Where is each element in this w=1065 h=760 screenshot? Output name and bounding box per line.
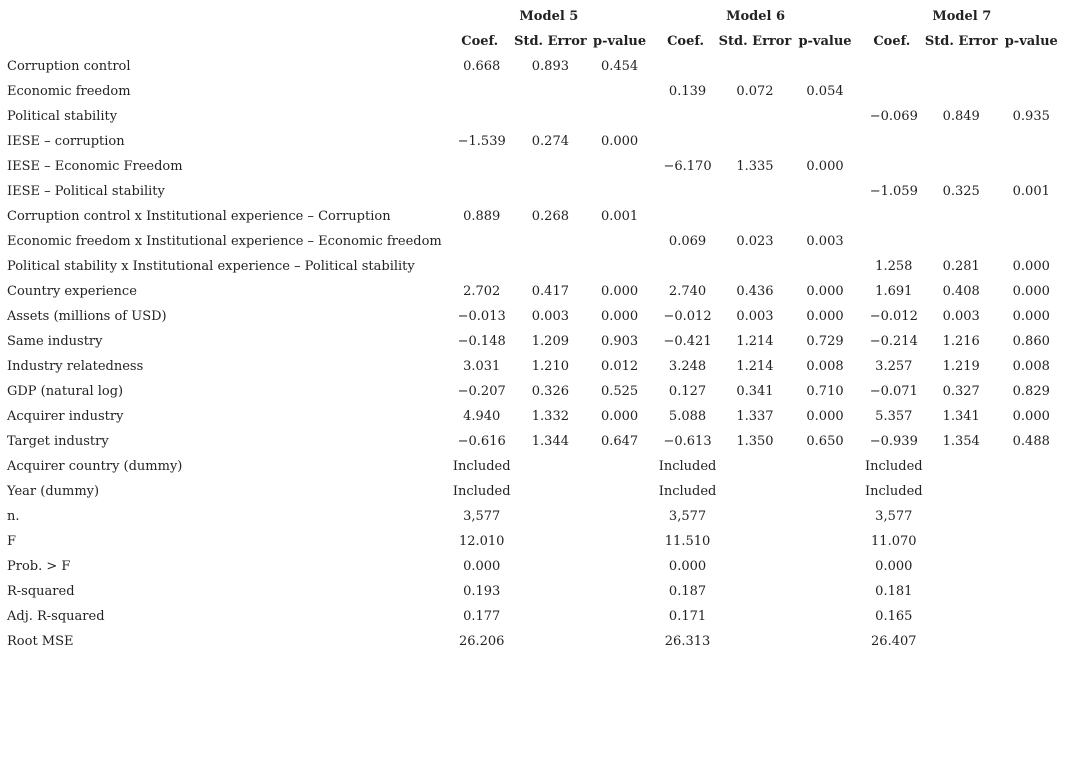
table-row: [2, 54, 1065, 79]
cell-std-error: 0.341: [736, 384, 774, 399]
regression-table: [2, 4, 1065, 654]
cell-p-value: 0.012: [600, 359, 639, 374]
cell-p-value: [587, 629, 653, 654]
cell-std-error: [514, 554, 587, 579]
cell-std-error: 0.849: [942, 109, 980, 124]
cell-coef: [652, 54, 718, 79]
cell-p-value: 0.650: [806, 434, 844, 449]
cell-coef: 12.010: [458, 534, 505, 549]
cell-std-error: 0.268: [531, 209, 569, 224]
cell-p-value: 0.054: [806, 84, 844, 99]
cell-coef: [445, 104, 514, 129]
cell-std-error: [514, 529, 587, 554]
cell-coef: [445, 79, 514, 104]
cell-std-error: [514, 229, 587, 254]
column-header-std-error: Std. Error: [718, 34, 792, 49]
cell-coef: −0.214: [869, 334, 918, 349]
cell-std-error: [719, 54, 792, 79]
cell-std-error: 0.325: [942, 184, 980, 199]
cell-coef: −0.207: [457, 384, 506, 399]
cell-std-error: 1.214: [736, 334, 774, 349]
cell-p-value: [998, 204, 1065, 229]
cell-coef: −0.013: [457, 309, 506, 324]
cell-coef: −0.012: [663, 309, 712, 324]
cell-coef: −1.059: [869, 184, 918, 199]
table-row: [2, 204, 1065, 229]
row-label: Economic freedom: [7, 84, 131, 99]
cell-p-value: [587, 254, 653, 279]
cell-coef: Included: [452, 484, 511, 499]
cell-std-error: [925, 604, 998, 629]
header-blank: [2, 4, 445, 29]
cell-p-value: [998, 229, 1065, 254]
cell-std-error: 1.341: [942, 409, 980, 424]
row-label: Corruption control: [7, 59, 131, 74]
table-row: [2, 554, 1065, 579]
row-label: Industry relatedness: [7, 359, 144, 374]
cell-std-error: 0.281: [942, 259, 980, 274]
table-row: [2, 529, 1065, 554]
table-header: [2, 4, 1065, 54]
cell-p-value: [791, 254, 858, 279]
table-row: [2, 604, 1065, 629]
row-label: Political stability x Institutional experience – Political stability: [7, 259, 415, 274]
cell-std-error: 0.072: [736, 84, 774, 99]
cell-p-value: [587, 579, 653, 604]
cell-coef: 3.248: [668, 359, 707, 374]
row-label: Year (dummy): [7, 484, 100, 499]
cell-p-value: [791, 479, 858, 504]
cell-coef: [652, 104, 718, 129]
cell-coef: [859, 204, 925, 229]
cell-p-value: [587, 229, 653, 254]
table-row: [2, 229, 1065, 254]
cell-std-error: [925, 454, 998, 479]
row-label: Corruption control x Institutional experience – Corruption: [7, 209, 391, 224]
cell-std-error: [719, 479, 792, 504]
table-row: [2, 329, 1065, 354]
cell-coef: 0.165: [875, 609, 913, 624]
cell-p-value: [587, 79, 653, 104]
cell-coef: 0.069: [668, 234, 707, 249]
cell-p-value: [791, 129, 858, 154]
table-row: [2, 404, 1065, 429]
row-label: Economic freedom x Institutional experience – Economic freedom: [7, 234, 442, 249]
cell-std-error: [925, 504, 998, 529]
cell-p-value: 0.000: [806, 309, 844, 324]
cell-p-value: [791, 54, 858, 79]
row-label: IESE – corruption: [7, 134, 125, 149]
cell-p-value: [998, 504, 1065, 529]
column-header-coef: Coef.: [873, 34, 911, 49]
cell-std-error: [514, 604, 587, 629]
cell-p-value: [998, 79, 1065, 104]
cell-p-value: 0.003: [806, 234, 844, 249]
cell-std-error: [719, 204, 792, 229]
cell-p-value: 0.000: [1012, 309, 1050, 324]
cell-coef: 1.258: [875, 259, 913, 274]
cell-p-value: 0.000: [1012, 259, 1050, 274]
cell-std-error: [925, 629, 998, 654]
cell-coef: −6.170: [663, 159, 712, 174]
cell-coef: 11.510: [664, 534, 711, 549]
cell-coef: Included: [658, 484, 717, 499]
cell-coef: 5.357: [875, 409, 913, 424]
cell-std-error: 1.216: [942, 334, 980, 349]
cell-p-value: 0.454: [600, 59, 639, 74]
cell-std-error: [514, 479, 587, 504]
cell-std-error: [925, 154, 998, 179]
cell-coef: [652, 129, 718, 154]
cell-p-value: [998, 129, 1065, 154]
cell-p-value: [998, 629, 1065, 654]
cell-std-error: 1.219: [942, 359, 980, 374]
cell-coef: −0.071: [869, 384, 918, 399]
header-blank: [2, 29, 445, 54]
row-label: Root MSE: [7, 634, 74, 649]
cell-p-value: [587, 529, 653, 554]
cell-p-value: [998, 579, 1065, 604]
cell-p-value: 0.000: [600, 134, 639, 149]
cell-std-error: [925, 579, 998, 604]
cell-p-value: [587, 454, 653, 479]
table-row: [2, 179, 1065, 204]
cell-coef: Included: [658, 459, 717, 474]
cell-std-error: [514, 79, 587, 104]
cell-coef: [652, 204, 718, 229]
cell-coef: Included: [864, 459, 923, 474]
cell-coef: [859, 54, 925, 79]
cell-std-error: 1.354: [942, 434, 980, 449]
model-header-row: [2, 4, 1065, 29]
cell-p-value: 0.935: [1012, 109, 1050, 124]
cell-coef: 4.940: [463, 409, 501, 424]
cell-coef: 5.088: [668, 409, 707, 424]
row-label: Assets (millions of USD): [7, 309, 167, 324]
cell-p-value: 0.860: [1012, 334, 1050, 349]
column-header-coef: Coef.: [461, 34, 499, 49]
row-label: GDP (natural log): [7, 384, 124, 399]
cell-std-error: 0.003: [942, 309, 980, 324]
cell-p-value: 0.729: [806, 334, 844, 349]
cell-coef: Included: [452, 459, 511, 474]
cell-p-value: [791, 504, 858, 529]
cell-std-error: [925, 54, 998, 79]
cell-p-value: 0.829: [1012, 384, 1050, 399]
cell-std-error: 1.337: [736, 409, 774, 424]
cell-p-value: [998, 604, 1065, 629]
cell-coef: 11.070: [871, 534, 917, 549]
row-label: IESE – Economic Freedom: [7, 159, 183, 174]
cell-std-error: 0.327: [942, 384, 980, 399]
cell-std-error: [514, 254, 587, 279]
cell-std-error: [719, 629, 792, 654]
cell-std-error: 1.350: [736, 434, 774, 449]
cell-coef: −0.069: [869, 109, 918, 124]
cell-std-error: 0.893: [531, 59, 569, 74]
cell-std-error: 0.436: [736, 284, 774, 299]
cell-std-error: 1.344: [531, 434, 569, 449]
cell-p-value: 0.647: [600, 434, 639, 449]
cell-std-error: [719, 454, 792, 479]
cell-p-value: 0.000: [1012, 284, 1050, 299]
row-label: Political stability: [7, 109, 118, 124]
cell-p-value: [791, 104, 858, 129]
row-label: R-squared: [7, 584, 75, 599]
cell-coef: 0.000: [668, 559, 707, 574]
cell-coef: [445, 179, 514, 204]
cell-p-value: [998, 54, 1065, 79]
cell-std-error: [925, 79, 998, 104]
cell-std-error: [719, 604, 792, 629]
cell-p-value: 0.000: [806, 409, 844, 424]
cell-std-error: [925, 479, 998, 504]
cell-std-error: [925, 129, 998, 154]
table-row: [2, 454, 1065, 479]
cell-std-error: 1.335: [736, 159, 774, 174]
cell-coef: 0.000: [875, 559, 913, 574]
cell-coef: −0.939: [869, 434, 918, 449]
cell-coef: 0.889: [463, 209, 501, 224]
cell-std-error: 0.417: [531, 284, 569, 299]
cell-coef: 0.193: [463, 584, 501, 599]
table-row: [2, 579, 1065, 604]
cell-std-error: [719, 554, 792, 579]
cell-coef: [859, 129, 925, 154]
cell-coef: 1.691: [875, 284, 913, 299]
cell-coef: [652, 179, 718, 204]
cell-p-value: 0.000: [806, 284, 844, 299]
cell-p-value: [791, 629, 858, 654]
column-header-p-value: p-value: [593, 34, 647, 49]
cell-p-value: [998, 529, 1065, 554]
table-row: [2, 279, 1065, 304]
row-label: Acquirer industry: [7, 409, 124, 424]
cell-std-error: 1.332: [531, 409, 569, 424]
cell-std-error: [719, 529, 792, 554]
table-row: [2, 254, 1065, 279]
cell-coef: −0.613: [663, 434, 712, 449]
cell-p-value: [587, 554, 653, 579]
cell-p-value: [791, 604, 858, 629]
cell-p-value: [791, 204, 858, 229]
table-row: [2, 379, 1065, 404]
cell-p-value: [791, 454, 858, 479]
cell-coef: 0.000: [463, 559, 501, 574]
cell-coef: 3,577: [668, 509, 707, 524]
cell-p-value: [587, 479, 653, 504]
cell-std-error: [514, 629, 587, 654]
table-row: [2, 104, 1065, 129]
cell-p-value: [791, 529, 858, 554]
cell-std-error: [514, 154, 587, 179]
cell-std-error: 0.326: [531, 384, 569, 399]
cell-std-error: [925, 554, 998, 579]
cell-p-value: [998, 554, 1065, 579]
cell-p-value: 0.488: [1012, 434, 1050, 449]
subheader-row: [2, 29, 1065, 54]
cell-coef: 0.171: [668, 609, 707, 624]
cell-coef: [859, 154, 925, 179]
cell-coef: [445, 254, 514, 279]
cell-p-value: [791, 179, 858, 204]
row-label: Adj. R-squared: [7, 609, 105, 624]
table-row: [2, 154, 1065, 179]
cell-coef: −0.012: [869, 309, 918, 324]
cell-coef: [652, 254, 718, 279]
cell-std-error: 1.214: [736, 359, 774, 374]
row-label: Target industry: [7, 434, 109, 449]
cell-coef: 0.139: [668, 84, 707, 99]
cell-p-value: 0.001: [1012, 184, 1050, 199]
cell-p-value: 0.000: [600, 409, 639, 424]
cell-coef: −0.421: [663, 334, 712, 349]
table-row: [2, 354, 1065, 379]
cell-std-error: 0.003: [736, 309, 774, 324]
row-label: Acquirer country (dummy): [7, 459, 183, 474]
cell-std-error: [719, 254, 792, 279]
cell-coef: 0.177: [463, 609, 501, 624]
cell-coef: 26.313: [664, 634, 711, 649]
cell-coef: Included: [864, 484, 923, 499]
cell-std-error: [514, 454, 587, 479]
cell-coef: [859, 79, 925, 104]
cell-std-error: [925, 204, 998, 229]
cell-std-error: [925, 229, 998, 254]
cell-p-value: [998, 454, 1065, 479]
cell-coef: −1.539: [457, 134, 506, 149]
cell-p-value: 0.000: [600, 309, 639, 324]
cell-std-error: 0.003: [531, 309, 569, 324]
cell-coef: 0.187: [668, 584, 707, 599]
cell-p-value: [587, 154, 653, 179]
cell-std-error: [719, 179, 792, 204]
row-label: F: [7, 534, 17, 549]
cell-p-value: 0.008: [1012, 359, 1050, 374]
cell-std-error: 0.023: [736, 234, 774, 249]
row-label: Country experience: [7, 284, 137, 299]
cell-coef: [859, 229, 925, 254]
cell-std-error: [719, 129, 792, 154]
cell-coef: 3.031: [463, 359, 501, 374]
table-row: [2, 429, 1065, 454]
model-7-header: Model 7: [932, 9, 992, 24]
cell-std-error: [719, 579, 792, 604]
cell-std-error: [925, 529, 998, 554]
cell-p-value: [998, 479, 1065, 504]
row-label: IESE – Political stability: [7, 184, 165, 199]
cell-p-value: 0.008: [806, 359, 844, 374]
cell-coef: 0.668: [463, 59, 501, 74]
cell-p-value: 0.903: [600, 334, 639, 349]
cell-coef: 3,577: [875, 509, 913, 524]
cell-p-value: [998, 154, 1065, 179]
cell-coef: 26.206: [458, 634, 505, 649]
table-row: [2, 629, 1065, 654]
model-5-header: Model 5: [519, 9, 579, 24]
table-body: [2, 54, 1065, 654]
cell-p-value: [587, 504, 653, 529]
cell-coef: 3,577: [463, 509, 501, 524]
cell-p-value: 0.000: [1012, 409, 1050, 424]
cell-coef: [445, 229, 514, 254]
row-label: n.: [7, 509, 20, 524]
cell-coef: 2.740: [668, 284, 707, 299]
table-row: [2, 129, 1065, 154]
cell-coef: 26.407: [871, 634, 917, 649]
cell-coef: 0.127: [668, 384, 707, 399]
cell-p-value: [587, 179, 653, 204]
cell-std-error: 0.408: [942, 284, 980, 299]
row-label: Same industry: [7, 334, 103, 349]
cell-p-value: [791, 554, 858, 579]
column-header-p-value: p-value: [798, 34, 852, 49]
column-header-coef: Coef.: [667, 34, 705, 49]
cell-std-error: [514, 179, 587, 204]
row-label: Prob. > F: [7, 559, 71, 574]
cell-p-value: [587, 604, 653, 629]
cell-std-error: 1.210: [531, 359, 569, 374]
cell-p-value: 0.525: [600, 384, 639, 399]
table-row: [2, 304, 1065, 329]
cell-p-value: [791, 579, 858, 604]
cell-std-error: 1.209: [531, 334, 569, 349]
model-6-header: Model 6: [726, 9, 786, 24]
cell-coef: 0.181: [875, 584, 913, 599]
cell-std-error: [719, 104, 792, 129]
cell-std-error: 0.274: [531, 134, 569, 149]
cell-coef: −0.148: [457, 334, 506, 349]
cell-coef: [445, 154, 514, 179]
table-row: [2, 504, 1065, 529]
cell-p-value: 0.710: [806, 384, 844, 399]
cell-std-error: [719, 504, 792, 529]
cell-p-value: 0.001: [600, 209, 639, 224]
cell-std-error: [514, 579, 587, 604]
cell-coef: 2.702: [463, 284, 501, 299]
column-header-std-error: Std. Error: [924, 34, 998, 49]
cell-p-value: 0.000: [600, 284, 639, 299]
table-row: [2, 79, 1065, 104]
cell-p-value: 0.000: [806, 159, 844, 174]
column-header-std-error: Std. Error: [514, 34, 587, 49]
table-row: [2, 479, 1065, 504]
cell-std-error: [514, 504, 587, 529]
column-header-p-value: p-value: [1004, 34, 1058, 49]
cell-p-value: [587, 104, 653, 129]
cell-std-error: [514, 104, 587, 129]
cell-coef: −0.616: [457, 434, 506, 449]
cell-coef: 3.257: [875, 359, 913, 374]
